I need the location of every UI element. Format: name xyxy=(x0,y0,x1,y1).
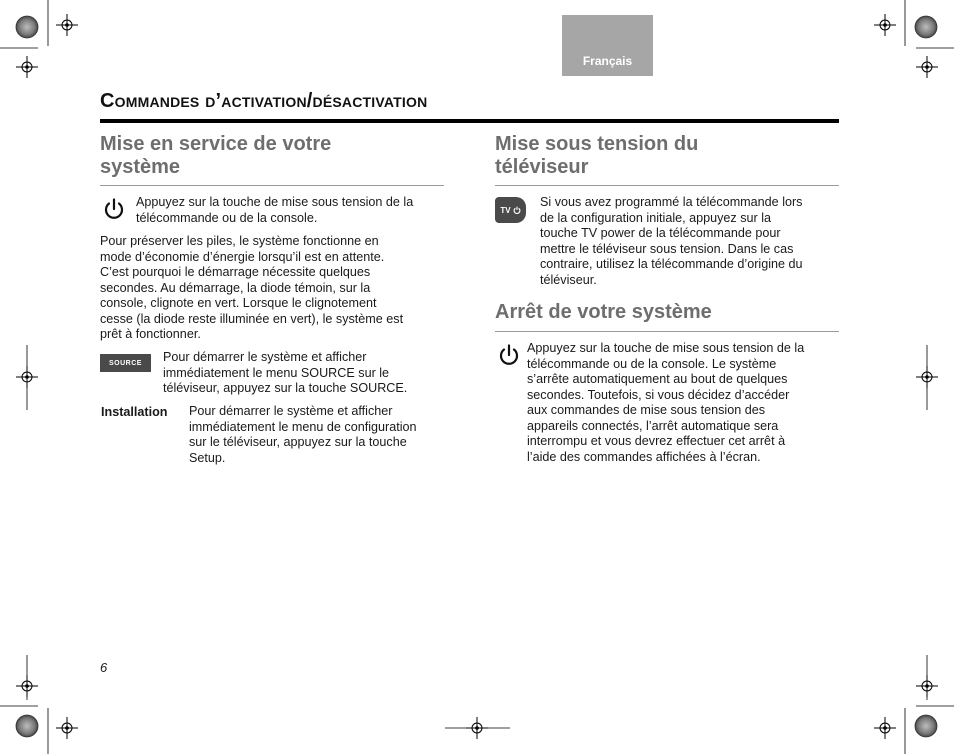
text-line: Pour démarrer le système et afficher xyxy=(189,404,393,418)
text-line: Appuyez sur la touche de mise sous tension de la xyxy=(527,341,805,355)
text-line: télécommande ou de la console. xyxy=(136,210,318,225)
text-line: Pour démarrer le système et afficher xyxy=(163,350,367,364)
text-line: téléviseur. xyxy=(540,272,597,287)
language-tab-label: Français xyxy=(582,54,633,68)
registration-disc-icon xyxy=(16,16,38,38)
crosshair-icon xyxy=(874,717,896,739)
text-line: touche TV power de la télécommande pour xyxy=(540,226,781,240)
crosshair-icon xyxy=(56,14,78,36)
text-line: télécommande ou de la console. Le système xyxy=(527,356,777,371)
text-line: appareils connectés, l’arrêt automatique sera xyxy=(527,418,779,433)
crosshair-icon xyxy=(16,56,38,78)
text-line: immédiatement le menu SOURCE sur le xyxy=(163,365,390,380)
text-line: s’arrête automatiquement au bout de quelques xyxy=(527,372,788,386)
text-line: C’est pourquoi le démarrage nécessite quelques xyxy=(100,265,371,279)
text-line: interrompu et vous devrez effectuer cet arrêt à xyxy=(527,434,786,448)
text-line: sur le téléviseur, appuyez sur la touche xyxy=(189,435,407,449)
text-line: de la configuration initiale, appuyez sur la xyxy=(540,210,772,225)
page-title: Commandes d’activation/désactivation xyxy=(100,90,428,112)
registration-disc-icon xyxy=(915,16,937,38)
section-title-line: téléviseur xyxy=(495,156,589,178)
text-line: prêt à fonctionner. xyxy=(100,327,201,341)
text-line: contraire, utilisez la télécommande d’origine du xyxy=(540,257,803,271)
crosshair-icon xyxy=(56,717,78,739)
text-line: console, clignote en vert. Lorsque le clignotement xyxy=(100,296,377,310)
crosshair-icon xyxy=(916,56,938,78)
registration-disc-icon xyxy=(16,715,38,737)
text-line: aux commandes de mise sous tension des xyxy=(527,403,766,417)
crosshair-icon xyxy=(874,14,896,36)
section-title-line: Mise en service de votre xyxy=(100,133,332,155)
text-line: Pour préserver les piles, le système fonctionne en xyxy=(100,234,379,248)
text-line: secondes. Toutefois, si vous décidez d’accéder xyxy=(527,387,790,402)
text-line: mettre le téléviseur sous tension. Dans le cas xyxy=(540,241,794,256)
text-line: Si vous avez programmé la télécommande lors xyxy=(540,195,803,209)
tv-badge-label: TV xyxy=(500,205,511,215)
text-line: secondes. Au démarrage, la diode témoin, sur la xyxy=(100,280,371,295)
source-badge-label: SOURCE xyxy=(109,359,142,367)
section-title-line: Mise sous tension du xyxy=(495,133,699,155)
text-line: téléviseur, appuyez sur la touche SOURCE. xyxy=(163,381,408,395)
section-title-power-off: Arrêt de votre système xyxy=(495,301,712,323)
installation-label: Installation xyxy=(101,405,168,419)
section-title-line: système xyxy=(100,156,181,178)
registration-disc-icon xyxy=(915,715,937,737)
text-line: immédiatement le menu de configuration xyxy=(189,419,417,434)
text-line: Setup. xyxy=(189,450,226,465)
text-line: cesse (la diode reste illuminée en vert), le système est xyxy=(100,311,404,326)
page-number: 6 xyxy=(100,660,108,675)
text-line: l’aide des commandes affichées à l’écran. xyxy=(527,449,761,464)
text-line: Appuyez sur la touche de mise sous tension de la xyxy=(136,195,414,209)
text-line: mode d’économie d’énergie lorsqu’il est en attente. xyxy=(100,249,385,264)
